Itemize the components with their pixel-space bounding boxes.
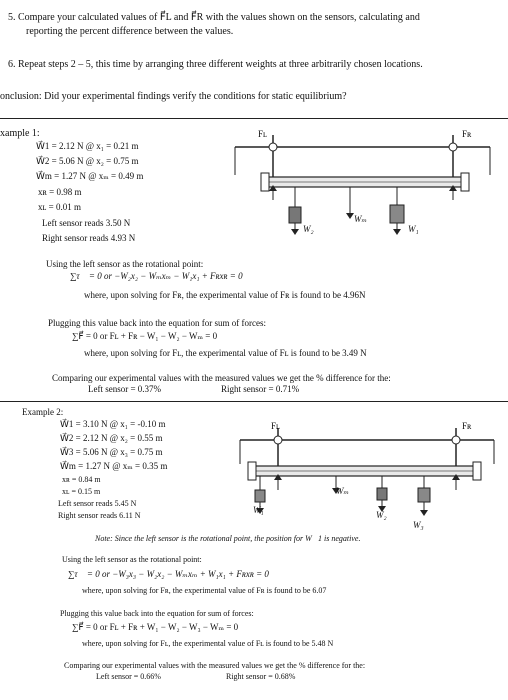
example2-left-pct: Left sensor = 0.66% (96, 672, 161, 681)
example2-torque-intro: Using the left sensor as the rotational point: (62, 555, 202, 564)
step5-line1: 5. Compare your calculated values of F⃗L and F⃗R with the values shown on the sensors, calculating and (8, 12, 420, 23)
example2-line: W⃗1 = 3.10 N @ x₁ = -0.10 m (60, 419, 166, 429)
example2-line: W⃗2 = 2.12 N @ x₂ = 0.55 m (60, 433, 163, 443)
example1-force-eq: ∑F⃗ = 0 or Fʟ + Fʀ − W₁ − W₂ − Wₘ = 0 (72, 331, 218, 341)
example2-note: Note: Since the left sensor is the rotational point, the position for W⃗1 is negative. (95, 534, 361, 543)
step5-line2: reporting the percent difference between the values. (26, 26, 234, 37)
step6-text: 6. Repeat steps 2 – 5, this time by arranging three different weights at three arbitrarily chosen locations. (8, 59, 423, 70)
example1-torque-result: where, upon solving for Fʀ, the experimental value of Fʀ is found to be 4.96N (84, 290, 366, 300)
example1-right-pct: Right sensor = 0.71% (221, 384, 300, 394)
diagram1-fr-label: Fʀ (462, 129, 472, 139)
section-divider (0, 401, 508, 402)
example2-line: W⃗m = 1.27 N @ xₘ = 0.35 m (60, 461, 168, 471)
section-divider (0, 118, 508, 119)
example2-force-intro: Plugging this value back into the equation for sum of forces: (60, 609, 254, 618)
example1-line: Left sensor reads 3.50 N (42, 218, 131, 228)
example2-compare: Comparing our experimental values with the measured values we get the % difference for the: (64, 661, 366, 670)
diagram1-w2-label: W₂ (303, 224, 314, 234)
example1-torque-eq: ∑τ⃗ = 0 or −W₂x₂ − Wₘxₘ − W₁x₁ + Fʀxʀ = 0 (70, 271, 243, 281)
example2-diagram (232, 420, 502, 525)
example1-line: xʀ = 0.98 m (38, 187, 82, 197)
example1-line: xʟ = 0.01 m (38, 202, 81, 212)
diagram2-w2-label: W₂ (376, 510, 387, 520)
example1-diagram (225, 125, 500, 245)
example1-compare: Comparing our experimental values with the measured values we get the % difference for the: (52, 373, 391, 383)
example2-line: Right sensor reads 6.11 N (58, 511, 141, 520)
example1-force-result: where, upon solving for Fʟ, the experimental value of Fʟ is found to be 3.49 N (84, 348, 367, 358)
diagram2-wm-label: Wₘ (336, 486, 350, 496)
example2-line: xʟ = 0.15 m (62, 487, 101, 496)
example2-heading: Example 2: (22, 407, 64, 417)
diagram1-w1-label: W₁ (408, 224, 419, 234)
diagram2-w3-label: W₃ (413, 520, 424, 530)
example2-line: W⃗3 = 5.06 N @ x₃ = 0.75 m (60, 447, 163, 457)
example1-line: W⃗2 = 5.06 N @ x₂ = 0.75 m (36, 156, 139, 166)
diagram2-fr-label: Fʀ (462, 421, 472, 431)
example1-torque-intro: Using the left sensor as the rotational point: (46, 259, 204, 269)
example2-right-pct: Right sensor = 0.68% (226, 672, 296, 681)
diagram1-fl-label: Fʟ (258, 129, 267, 139)
example2-force-eq: ∑F⃗ = 0 or Fʟ + Fʀ + W₁ − W₂ − W₃ − Wₘ = 0 (72, 622, 239, 632)
example1-heading: xample 1: (0, 128, 40, 139)
example1-line: W⃗m = 1.27 N @ xₘ = 0.49 m (36, 171, 144, 181)
diagram2-w1-label: W₁ (253, 505, 264, 515)
example1-line: W⃗1 = 2.12 N @ x₁ = 0.21 m (36, 141, 139, 151)
example2-torque-eq: ∑τ⃗ = 0 or −W₃x₃ − W₂x₂ − Wₘxₘ + W₁x₁ + Fʀxʀ = 0 (68, 569, 269, 579)
example1-line: Right sensor reads 4.93 N (42, 233, 136, 243)
example2-line: xʀ = 0.84 m (62, 475, 101, 484)
example2-torque-result: where, upon solving for Fʀ, the experimental value of Fʀ is found to be 6.07 (82, 586, 327, 595)
example1-left-pct: Left sensor = 0.37% (88, 384, 162, 394)
example2-line: Left sensor reads 5.45 N (58, 499, 137, 508)
example1-force-intro: Plugging this value back into the equation for sum of forces: (48, 318, 266, 328)
diagram2-fl-label: Fʟ (271, 421, 280, 431)
example2-force-result: where, upon solving for Fʟ, the experimental value of Fʟ is found to be 5.48 N (82, 639, 334, 648)
conclusion-text: onclusion: Did your experimental findings verify the conditions for static equilibrium? (0, 91, 347, 102)
diagram1-wm-label: Wₘ (354, 214, 368, 224)
